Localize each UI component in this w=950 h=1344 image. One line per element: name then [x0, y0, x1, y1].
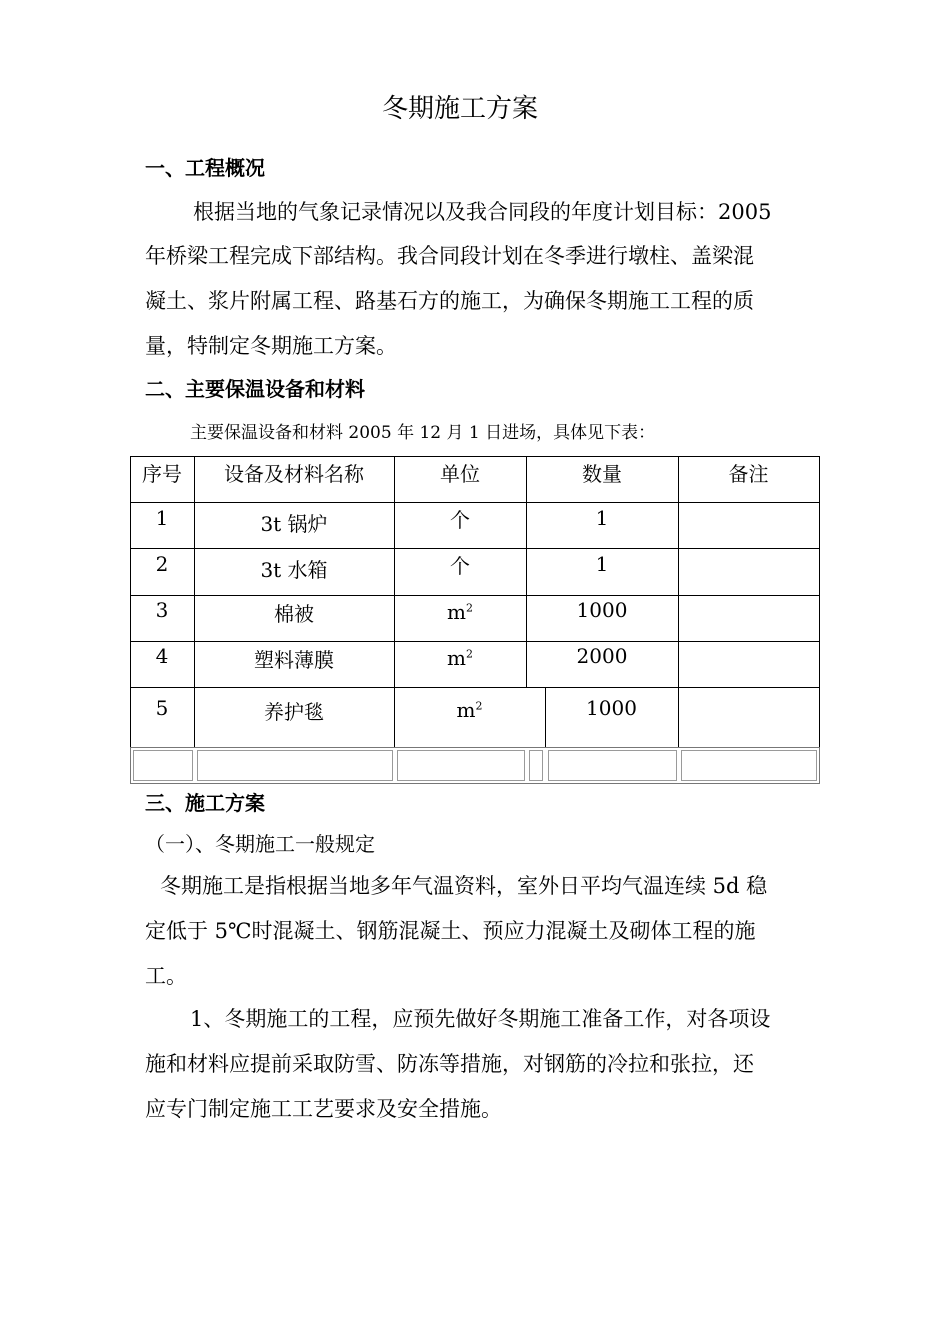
cell-unit: $m^2$ — [447, 600, 473, 624]
page-title: 冬期施工方案 — [381, 94, 538, 124]
paragraph-line: 冬期施工是指根据当地多年气温资料，室外日平均气温连续 5d 稳 — [160, 874, 768, 898]
paragraph-line: 工。 — [145, 964, 187, 988]
cell-unit: $m^2$ — [447, 646, 473, 670]
cell-name: 3t 水箱 — [260, 558, 328, 582]
table-header-qty: 数量 — [582, 462, 622, 486]
cell-no: 3 — [155, 598, 169, 622]
table-intro: 主要保温设备和材料 2005 年 12 月 1 日进场，具体见下表： — [190, 423, 656, 443]
table-header-name: 设备及材料名称 — [224, 462, 364, 486]
cell-qty: 1 — [595, 506, 609, 530]
paragraph-line: 凝土、浆片附属工程、路基石方的施工，为确保冬期施工工程的质 — [145, 289, 754, 313]
paragraph-line: 定低于 5℃时混凝土、钢筋混凝土、预应力混凝土及砌体工程的施 — [145, 919, 756, 943]
materials-table — [130, 456, 820, 784]
cell-no: 2 — [155, 552, 169, 576]
section-heading-overview: 一、工程概况 — [145, 156, 265, 180]
paragraph-line: 应专门制定施工工艺要求及安全措施。 — [145, 1097, 502, 1121]
cell-name: 棉被 — [274, 602, 314, 626]
paragraph-line: 1、冬期施工的工程，应预先做好冬期施工准备工作，对各项设 — [190, 1007, 771, 1031]
table-header-unit: 单位 — [440, 462, 480, 486]
cell-qty: 1 — [595, 552, 609, 576]
paragraph-line: 根据当地的气象记录情况以及我合同段的年度计划目标：2005 — [193, 200, 772, 224]
cell-name: 3t 锅炉 — [260, 512, 328, 536]
table-header-note: 备注 — [728, 462, 769, 486]
cell-qty: 1000 — [576, 598, 628, 622]
paragraph-line: 施和材料应提前采取防雪、防冻等措施，对钢筋的冷拉和张拉，还 — [145, 1052, 754, 1076]
table-header-no: 序号 — [142, 462, 182, 486]
section-heading-equipment: 二、主要保温设备和材料 — [145, 377, 365, 401]
cell-no: 1 — [155, 506, 169, 530]
subsection-heading: （一）、冬期施工一般规定 — [145, 832, 375, 856]
cell-name: 养护毯 — [264, 700, 324, 724]
paragraph-line: 量，特制定冬期施工方案。 — [145, 334, 397, 358]
cell-qty: 1000 — [586, 696, 637, 720]
cell-unit: 个 — [450, 508, 470, 532]
section-heading-plan: 三、施工方案 — [145, 791, 265, 815]
cell-no: 5 — [155, 696, 169, 720]
cell-unit: $m^2$ — [456, 698, 483, 722]
cell-unit: 个 — [450, 554, 470, 578]
cell-qty: 2000 — [576, 644, 628, 668]
cell-name: 塑料薄膜 — [254, 648, 334, 672]
cell-no: 4 — [155, 644, 169, 668]
paragraph-line: 年桥梁工程完成下部结构。我合同段计划在冬季进行墩柱、盖梁混 — [145, 244, 754, 268]
